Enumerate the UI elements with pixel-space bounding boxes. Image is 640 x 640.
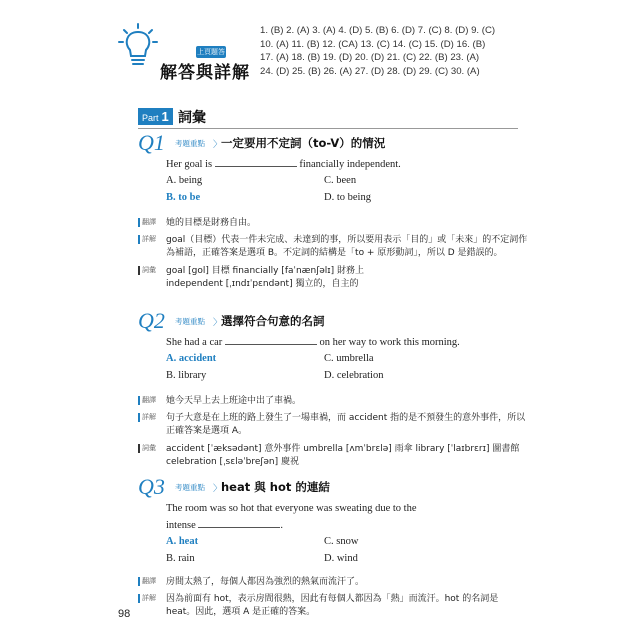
translation-label: 翻譯 <box>138 396 156 405</box>
vocab-line: accident [ˈæksədənt] 意外事件 umbrella [ʌmˈbrɛlə] 雨傘 library [ˈlaɪbrɛrɪ] 圖書館 <box>166 443 520 454</box>
option-b: B. library <box>166 370 207 381</box>
part-title: 詞彙 <box>178 110 206 126</box>
option-a: A. being <box>166 175 203 186</box>
page-number: 98 <box>118 608 131 620</box>
translation-text: 她今天早上去上班途中出了車禍。 <box>166 396 302 406</box>
detail-text: 因為前面有 hot，表示房間很熱，因此有每個人都因為「熱」而流汗。hot 的名詞是 heat。因此，選項 A 是正確的答案。 <box>166 593 499 617</box>
explanation <box>138 234 528 261</box>
question-title: 一定要用不定詞（to-V）的情況 <box>221 136 386 150</box>
option-b-correct: B. to be <box>166 192 201 203</box>
detail-label: 詳解 <box>138 594 156 603</box>
translation <box>138 576 528 590</box>
detail-label: 詳解 <box>138 413 156 422</box>
option-c: C. snow <box>324 536 359 547</box>
option-a-correct: A. accident <box>166 353 217 364</box>
part-number: 1 <box>161 109 169 124</box>
translation-label: 翻譯 <box>138 218 156 227</box>
option-d: D. to being <box>324 192 371 203</box>
question-number: Q2 <box>138 308 165 333</box>
option-c: C. umbrella <box>324 353 374 364</box>
vocabulary <box>138 443 528 470</box>
detail-text: goal（目標）代表一件未完成、未達到的事，所以要用表示「目的」或「未來」的不定詞作為補語，正確答案是選項 B。不定詞的結構是「to + 原形動詞」，所以 D 是錯誤的。 <box>166 234 528 258</box>
translation-text: 房間太熱了，每個人都因為強烈的熱氣而流汗了。 <box>166 577 365 587</box>
question-number: Q3 <box>138 474 165 499</box>
question-block-3 <box>138 474 528 620</box>
detail-label: 詳解 <box>138 235 156 244</box>
stem-text: on her way to work this morning. <box>319 337 460 348</box>
vocab-line: independent [ˌɪndɪˈpɛndənt] 獨立的，自主的 <box>166 279 359 289</box>
explanation <box>138 593 528 620</box>
vocab-label: 詞彙 <box>138 444 156 453</box>
option-d: D. celebration <box>324 370 384 381</box>
explanation <box>138 412 528 439</box>
translation <box>138 395 528 409</box>
question-title: heat 與 hot 的連結 <box>221 480 330 494</box>
answer-line: 10. (A) 11. (B) 12. (CA) 13. (C) 14. (C) 15. (D) 16. (B) <box>260 38 486 50</box>
part-label: Part <box>142 113 159 123</box>
question-tag: 考題重點 <box>175 317 205 326</box>
answer-blank <box>215 156 297 167</box>
question-number: Q1 <box>138 130 165 155</box>
question-stem <box>166 334 528 351</box>
question-block-2 <box>138 308 528 470</box>
page-title: 解答與詳解 <box>160 63 250 83</box>
answer-blank <box>225 334 317 345</box>
question-block-1 <box>138 130 528 292</box>
translation-label: 翻譯 <box>138 577 156 586</box>
chevron-right-icon: 〉 <box>213 318 223 328</box>
stem-text: She had a car <box>166 337 223 348</box>
vocab-line: celebration [ˌsɛləˈbreʃən] 慶祝 <box>166 457 299 467</box>
vocab-label: 詞彙 <box>138 266 156 275</box>
stem-text: financially independent. <box>299 159 401 170</box>
lightbulb-icon <box>118 22 158 70</box>
detail-text: 句子大意是在上班的路上發生了一場車禍，而 accident 指的是不預發生的意外事件，所以正確答案是選項 A。 <box>166 412 526 436</box>
vocabulary <box>138 265 528 292</box>
header-badge: 上頁題答 <box>197 48 225 56</box>
question-stem: The room was so hot that everyone was sweating due to the intense . <box>166 500 528 534</box>
options <box>166 534 528 568</box>
stem-text: intense <box>166 520 196 531</box>
chevron-right-icon: 〉 <box>213 140 223 150</box>
options <box>166 173 528 207</box>
question-title: 選擇符合句意的名詞 <box>221 314 325 328</box>
part-badge <box>138 108 173 125</box>
answer-key <box>260 24 630 78</box>
answer-line: 1. (B) 2. (A) 3. (A) 4. (D) 5. (B) 6. (D) 7. (C) 8. (D) 9. (C) <box>260 25 496 36</box>
option-a-correct: A. heat <box>166 536 199 547</box>
option-d: D. wind <box>324 553 358 564</box>
question-tag: 考題重點 <box>175 139 205 148</box>
option-b: B. rain <box>166 553 195 564</box>
translation <box>138 217 528 231</box>
translation-text: 她的目標是財務自由。 <box>166 218 257 228</box>
answer-line: 24. (D) 25. (B) 26. (A) 27. (D) 28. (D) 29. (C) 30. (A) <box>260 65 480 77</box>
stem-text: Her goal is <box>166 159 213 170</box>
answer-blank <box>198 517 280 528</box>
chevron-right-icon: 〉 <box>213 484 223 494</box>
question-tag: 考題重點 <box>175 483 205 492</box>
answer-line: 17. (A) 18. (B) 19. (D) 20. (D) 21. (C) 22. (B) 23. (A) <box>260 52 480 63</box>
divider <box>138 128 518 129</box>
question-stem <box>166 156 528 173</box>
stem-text: The room was so hot that everyone was sweating due to the <box>166 503 417 514</box>
options <box>166 351 528 385</box>
option-c: C. been <box>324 175 357 186</box>
vocab-line: goal [gol] 目標 financially [faˈnænʃəlɪ] 財務上 <box>166 265 364 276</box>
